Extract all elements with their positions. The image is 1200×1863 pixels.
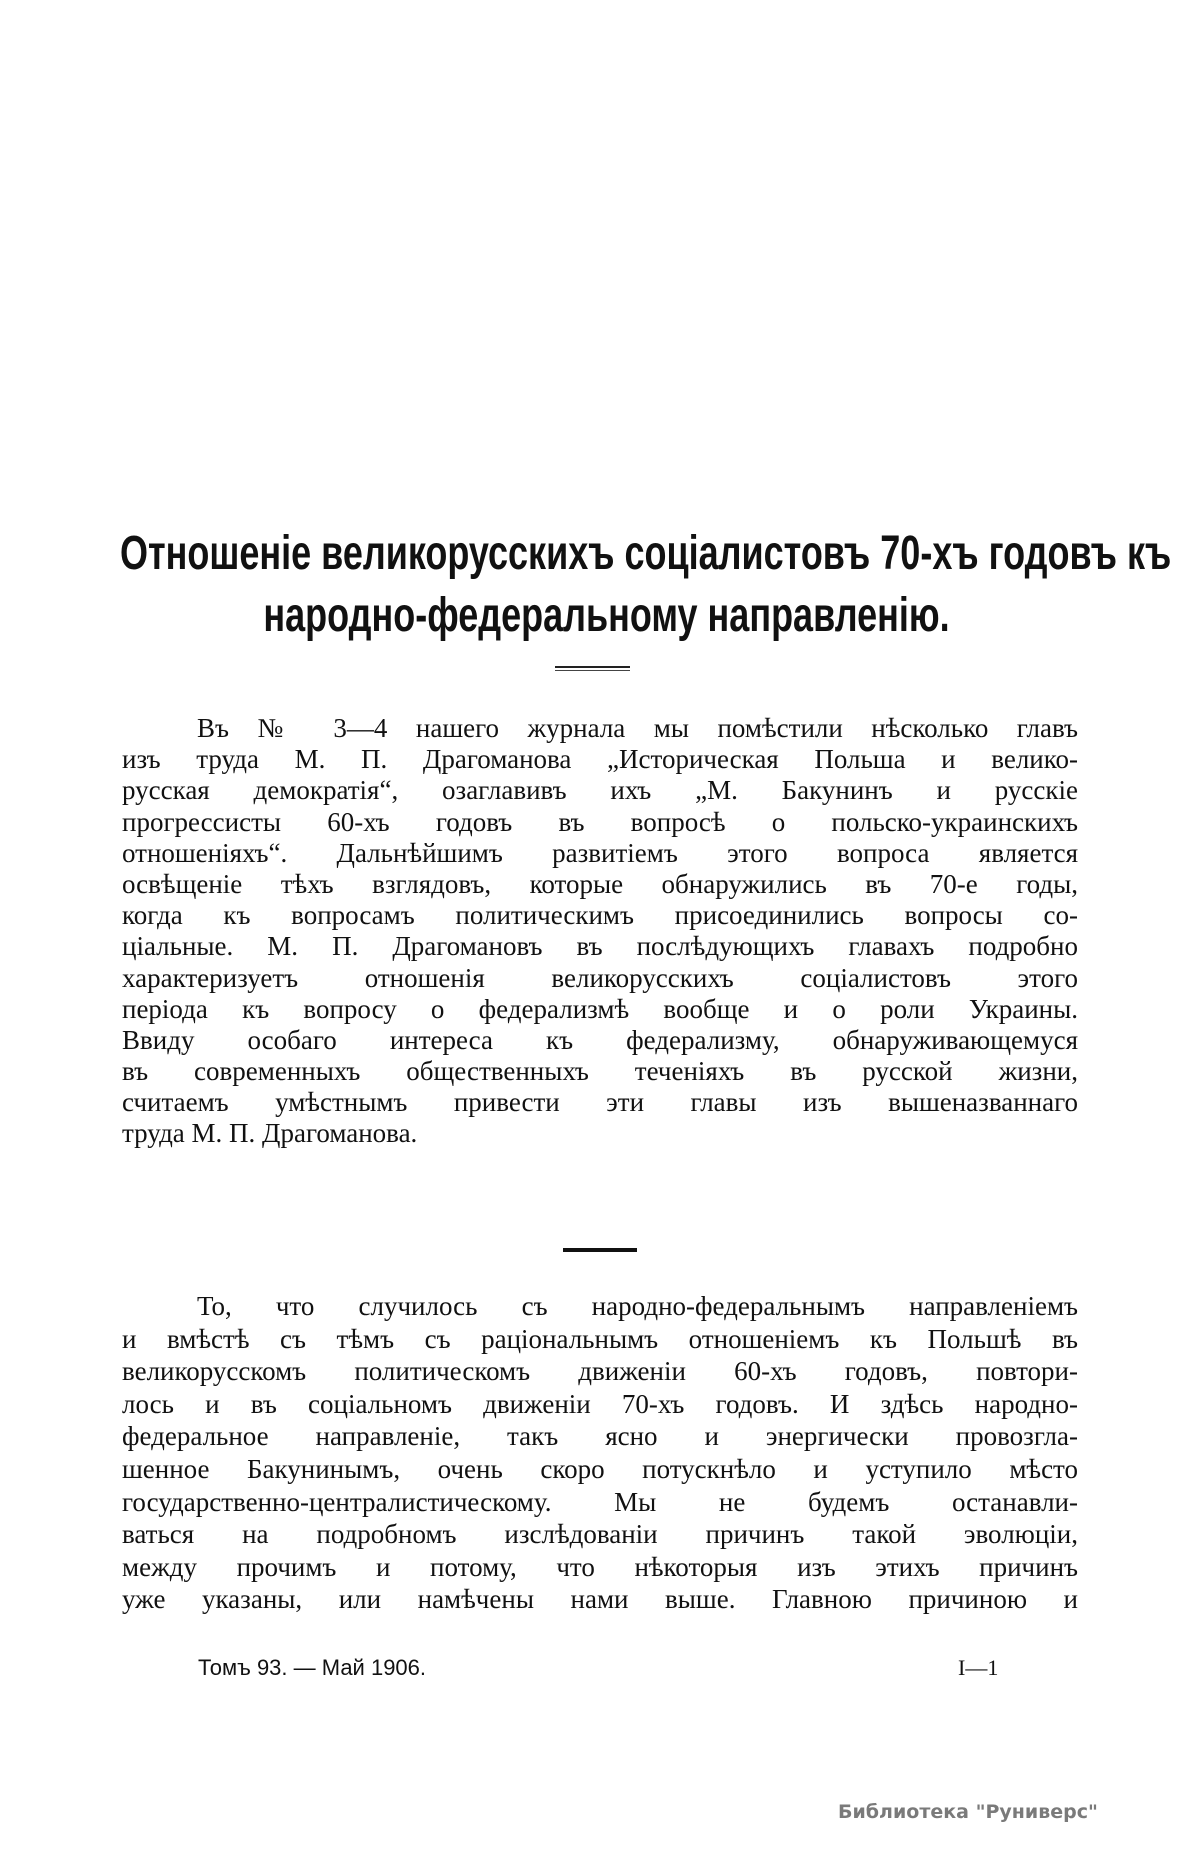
section-divider <box>563 1248 637 1252</box>
text-line: уже указаны, или намѣчены нами выше. Главною причиною и <box>122 1584 1078 1615</box>
text-line: великорусскомъ политическомъ движеніи 60-хъ годовъ, повтори- <box>122 1356 1078 1387</box>
text-line: и вмѣстѣ съ тѣмъ съ раціональнымъ отношеніемъ къ Польшѣ въ <box>122 1323 1078 1354</box>
article-title-line-2: народно-федеральному направленію. <box>263 586 950 642</box>
intro-paragraph <box>122 713 1078 1150</box>
text-line: шенное Бакунинымъ, очень скоро потускнѣло и уступило мѣсто <box>122 1453 1078 1484</box>
text-line: характеризуетъ отношенія великорусскихъ соціалистовъ этого <box>122 962 1078 993</box>
text-line: Ввиду особаго интереса къ федерализму, обнаруживающемуся <box>122 1024 1078 1055</box>
text-line: считаемъ умѣстнымъ привести эти главы изъ вышеназваннаго <box>122 1087 1078 1118</box>
text-line: отношеніяхъ“. Дальнѣйшимъ развитіемъ этого вопроса является <box>122 837 1078 868</box>
text-line: между прочимъ и потому, что нѣкоторыя изъ этихъ причинъ <box>122 1551 1078 1582</box>
text-line: періода къ вопросу о федерализмѣ вообще и о роли Украины. <box>122 993 1078 1024</box>
text-line: Въ № 3—4 нашего журнала мы помѣстили нѣсколько главъ <box>197 713 1078 743</box>
text-line: ціальные. М. П. Драгомановъ въ послѣдующихъ главахъ подробно <box>122 931 1078 962</box>
text-line: То, что случилось съ народно-федеральнымъ направленіемъ <box>197 1291 1078 1321</box>
footer-volume-date: Томъ 93. — Май 1906. <box>198 1655 427 1680</box>
text-line: государственно-централистическому. Мы не будемъ останавли- <box>122 1486 1078 1517</box>
text-line: федеральное направленіе, такъ ясно и энергически провозгла- <box>122 1421 1078 1452</box>
footer-signature-mark: I—1 <box>958 1655 999 1680</box>
text-line: освѣщеніе тѣхъ взглядовъ, которые обнаружились въ 70-е годы, <box>122 868 1078 899</box>
text-line: ваться на подробномъ изслѣдованіи причинъ такой эволюціи, <box>122 1519 1078 1550</box>
title-divider <box>555 666 630 671</box>
library-watermark: Библиотека "Руниверс" <box>838 1801 1098 1823</box>
text-line: труда М. П. Драгоманова. <box>122 1118 418 1149</box>
body-paragraph <box>122 1290 1078 1616</box>
text-line: прогрессисты 60-хъ годовъ въ вопросѣ о польско-украинскихъ <box>122 806 1078 837</box>
text-line: русская демократія“, озаглавивъ ихъ „М. Бакунинъ и русскіе <box>122 775 1078 806</box>
article-title-line-1: Отношеніе великорусскихъ соціалистовъ 70-хъ годовъ къ <box>120 524 1172 580</box>
text-line: въ современныхъ общественныхъ теченіяхъ въ русской жизни, <box>122 1056 1078 1087</box>
text-line: лось и въ соціальномъ движеніи 70-хъ годовъ. И здѣсь народно- <box>122 1388 1078 1419</box>
text-line: изъ труда М. П. Драгоманова „Историческая Польша и велико- <box>122 744 1078 775</box>
text-line: когда къ вопросамъ политическимъ присоединились вопросы со- <box>122 900 1078 931</box>
